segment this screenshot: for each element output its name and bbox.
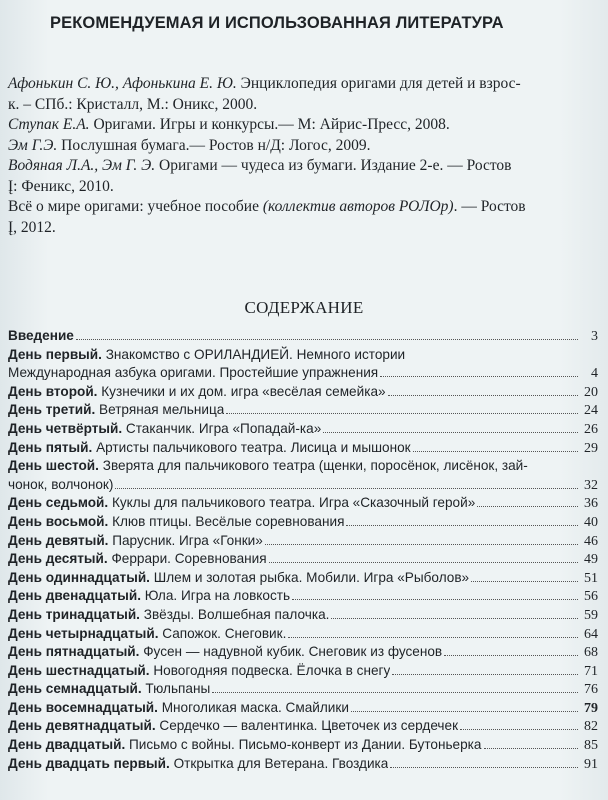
entry-page-number: 71 [584,663,598,679]
entry-text: Сердечко — валентинка. Цветочек из сердечек [155,718,459,734]
entry-text: Шлем и золотая рыбка. Мобили. Игра «Рыболов» [149,569,470,585]
contents-entry [8,439,598,458]
reference-line [8,115,604,136]
entry-text: Многоликая маска. Смайлики [157,699,349,715]
entry-title [8,476,113,495]
entry-day: День десятый. [8,551,108,567]
entry-day: День восемнадцатый. [8,699,158,715]
entry-day: День двадцать первый. [8,755,170,771]
contents-entry [8,401,598,420]
entry-page-number: 29 [584,440,598,456]
entry-day: День восьмой. [8,513,109,529]
contents-entry [8,643,598,662]
entry-title [8,420,321,439]
entry-title [8,532,263,551]
dot-leader [460,717,578,730]
contents-entry [8,364,598,383]
entry-text: Стаканчик. Игра «Попадай-ка» [122,420,322,436]
entry-title [8,587,290,606]
entry-page-number: 91 [584,756,598,772]
entry-day: День четвёртый. [8,420,123,436]
entry-text: Ветряная мельница [95,402,225,418]
contents-entry [8,420,598,439]
reference-text: к. – СПб.: Кристалл, М.: Оникс, 2000. [8,95,258,113]
entry-title [8,569,469,588]
entry-text: Парусник. Игра «Гонки» [108,532,263,548]
dot-leader [388,383,578,396]
entry-title [8,699,349,718]
entry-title [8,327,74,346]
dot-leader [331,606,578,619]
contents-heading: СОДЕРЖАНИЕ [244,298,364,317]
reference-authors: Афонькин С. Ю., Афонькина Е. Ю. [8,75,237,92]
dot-leader [76,327,578,340]
entry-title [8,755,388,774]
dot-leader [390,755,578,768]
contents-entry [8,755,598,774]
entry-title [8,625,286,644]
entry-day: День второй. [8,383,98,399]
entry-title [8,643,442,662]
dot-leader [380,364,578,377]
entry-text: Клюв птицы. Весёлые соревнования [108,513,345,529]
reference-note: (коллектив авторов РОЛОр) [262,198,454,215]
entry-text: Открытка для Ветерана. Гвоздика [169,755,389,771]
entry-day: День девятнадцатый. [8,718,156,734]
entry-page-number: 85 [584,738,598,754]
reference-text: Į, 2012. [8,218,56,236]
entry-title [8,383,386,402]
entry-day: День одиннадцатый. [8,569,150,585]
entry-day: Введение [8,328,74,343]
entry-text: Юла. Игра на ловкость [141,588,291,604]
entry-text: Письмо с войны. Письмо-конверт из Дании. Бутоньерка [125,737,482,753]
table-of-contents [8,327,598,773]
entry-title [8,680,210,699]
entry-page-number: 68 [584,645,598,661]
reference-line [8,95,604,116]
reference-text: Послушная бумага.— Ростов н/Д: Логос, 2009. [57,136,371,154]
dot-leader [115,476,578,489]
entry-day: День пятнадцатый. [8,644,140,660]
dot-leader [413,439,578,452]
reference-text: Į: Феникс, 2010. [8,177,114,195]
contents-entry [8,457,598,476]
reference-line [8,218,604,239]
entry-text: Новогодняя подвеска. Ёлочка в снегу [149,662,391,678]
dot-leader [346,513,578,526]
reference-list [8,74,604,238]
entry-text: Феррари. Соревнования [107,551,267,567]
entry-text: чонок, волчонок) [8,476,114,492]
entry-day: День девятый. [8,532,109,548]
contents-entry [8,717,598,736]
entry-page-number: 26 [584,421,598,437]
entry-page-number: 79 [584,700,598,716]
entry-title [8,346,405,365]
dot-leader [265,532,578,545]
entry-page-number: 51 [584,570,598,586]
reference-text: Оригами. Игры и конкурсы.— М: Айрис-Пресс, 2008. [89,116,450,133]
reference-authors: Водяная Л.А., Эм Г. Э. [8,157,156,174]
entry-day: День шестнадцатый. [8,662,150,678]
reference-text: Энциклопедия оригами для детей и взрос- [236,75,521,92]
contents-entry [8,513,598,532]
entry-title [8,439,411,458]
entry-text: Звёзды. Волшебная палочка. [139,606,330,622]
entry-page-number: 46 [584,533,598,549]
entry-page-number: 20 [584,384,598,400]
entry-day: День шестой. [8,458,99,474]
contents-entry [8,569,598,588]
entry-text: Куклы для пальчикового театра. Игра «Сказочный герой» [108,495,476,511]
contents-entry [8,327,598,346]
entry-page-number: 76 [584,682,598,698]
dot-leader [269,550,578,563]
dot-leader [288,625,578,638]
entry-title [8,717,458,736]
contents-entry [8,606,598,625]
entry-day: День третий. [8,402,96,418]
entry-page-number: 40 [584,514,598,530]
contents-entry [8,346,598,365]
reference-line [8,156,604,177]
literature-heading: РЕКОМЕНДУЕМАЯ И ИСПОЛЬЗОВАННАЯ ЛИТЕРАТУРА [50,14,504,32]
entry-page-number: 4 [591,366,598,382]
entry-text: Международная азбука оригами. Простейшие упражнения [8,365,379,381]
entry-page-number: 49 [584,552,598,568]
dot-leader [484,736,579,749]
contents-entry [8,550,598,569]
entry-text: Фусен — надувной кубик. Снеговик из фусенов [139,644,443,660]
entry-title [8,494,475,513]
contents-entry [8,736,598,755]
dot-leader [444,643,578,656]
entry-title [8,662,390,681]
entry-title [8,606,329,625]
entry-page-number: 59 [584,607,598,623]
entry-page-number: 32 [584,477,598,493]
entry-day: День седьмой. [8,495,109,511]
reference-text: Оригами — чудеса из бумаги. Издание 2-е. — Ростов [155,157,512,174]
reference-authors: Ступак Е.А. [8,116,90,133]
entry-title [8,457,528,476]
entry-title [8,550,267,569]
contents-entry [8,476,598,495]
dot-leader [292,587,578,600]
reference-line [8,197,604,218]
contents-entry [8,587,598,606]
entry-page-number: 82 [584,719,598,735]
dot-leader [212,680,578,693]
dot-leader [477,494,578,507]
entry-text: Тюльпаны [141,681,211,697]
contents-entry [8,383,598,402]
contents-entry [8,625,598,644]
entry-text: Кузнечики и их дом. игра «весёлая семейка» [97,383,386,399]
entry-page-number: 64 [584,626,598,642]
contents-entry [8,662,598,681]
entry-day: День первый. [8,346,102,362]
entry-text: Артисты пальчикового театра. Лисица и мышонок [92,439,411,455]
reference-text: . — Ростов [453,198,526,215]
entry-day: День двенадцатый. [8,588,142,604]
entry-text: Зверята для пальчикового театра (щенки, поросёнок, лисёнок, зай- [98,458,528,474]
entry-page-number: 36 [584,496,598,512]
dot-leader [392,662,578,675]
dot-leader [351,699,578,712]
entry-day: День тринадцатый. [8,606,140,622]
reference-authors: Эм Г.Э. [8,136,58,154]
dot-leader [471,569,578,582]
contents-entry [8,680,598,699]
entry-page-number: 24 [584,403,598,419]
reference-text: Всё о мире оригами: учебное пособие [8,198,263,215]
entry-title [8,401,224,420]
entry-day: День четырнадцатый. [8,625,159,641]
entry-title [8,364,378,383]
entry-text: Сапожок. Снеговик. [158,625,287,641]
entry-day: День двадцатый. [8,737,126,753]
entry-title [8,736,482,755]
reference-line [8,136,604,157]
contents-entry [8,699,598,718]
entry-title [8,513,344,532]
contents-entry [8,494,598,513]
entry-day: День пятый. [8,439,93,455]
dot-leader [323,420,578,433]
reference-line [8,74,604,95]
contents-entry [8,532,598,551]
entry-day: День семнадцатый. [8,681,142,697]
entry-text: Знакомство с ОРИЛАНДИЕЙ. Немного истории [101,346,406,362]
entry-page-number: 3 [591,329,598,344]
entry-page-number: 56 [584,589,598,605]
reference-line [8,177,604,198]
dot-leader [226,401,578,414]
